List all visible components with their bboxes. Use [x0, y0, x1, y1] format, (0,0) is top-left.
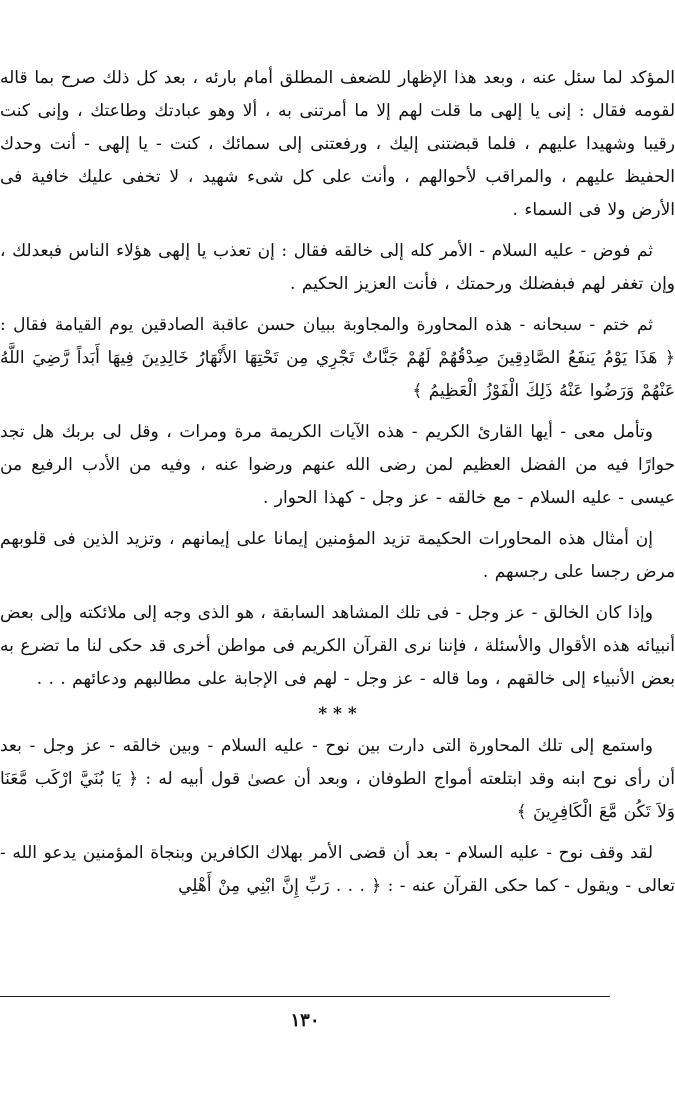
paragraph-3: ثم ختم - سبحانه - هذه المحاورة والمجاوبة ببيان حسن عاقبة الصادقين يوم القيامة فقال : ﴿ هَذَا يَوْمُ يَنفَعُ الصَّادِقِينَ صِدْقُهُمْ لَهُمْ جَنَّاتٌ تَجْرِي مِن تَحْتِهَا الأَنْهَارُ خَالِدِينَ فِيهَا أَبَداً رَّضِيَ اللَّهُ عَنْهُمْ وَرَضُوا عَنْهُ ذَلِكَ الْفَوْزُ الْعَظِيمُ ﴾ [0, 315, 675, 401]
page-number: ١٣٠ [290, 1010, 320, 1031]
page-body [0, 62, 675, 911]
footer-rule [0, 996, 610, 997]
paragraph-5: إن أمثال هذه المحاورات الحكيمة تزيد المؤمنين إيمانا على إيمانهم ، وتزيد الذين فى قلوبهم مرض رجسا على رجسهم . [0, 529, 675, 582]
paragraph-6: وإذا كان الخالق - عز وجل - فى تلك المشاهد السابقة ، هو الذى وجه إلى ملائكته وإلى بعض أنبيائه هذه الأقوال والأسئلة ، فإننا نرى القرآن الكريم فى مواطن أخرى قد حكى لنا ما تضرع به بعض الأنبياء إلى خالقهم ، وما قاله - عز وجل - لهم فى الإجابة على مطالبهم ودعائهم . . . [0, 603, 675, 689]
paragraph-1: المؤكد لما سئل عنه ، وبعد هذا الإظهار للضعف المطلق أمام بارئه ، بعد كل ذلك صرح بما قاله لقومه فقال : إنى يا إلهى ما قلت لهم إلا ما أمرتنى به ، ألا وهو عبادتك وطاعتك ، وإنى كنت رقيبا وشهيدا عليهم ، فلما قبضتنى إليك ، ورفعتنى إلى سمائك ، كنت - يا إلهى - أنت وحدك الحفيظ عليهم ، والمراقب لأحوالهم ، وأنت على كل شىء شهيد ، لا تخفى عليك خافية فى الأرض ولا فى السماء . [0, 68, 675, 220]
paragraph-8: لقد وقف نوح - عليه السلام - بعد أن قضى الأمر بهلاك الكافرين وبنجاة المؤمنين يدعو الله - تعالى - ويقول - كما حكى القرآن عنه - : ﴿ . . . رَبِّ إِنَّ ابْنِي مِنْ أَهْلِي [0, 843, 675, 896]
paragraph-4: وتأمل معى - أيها القارئ الكريم - هذه الآيات الكريمة مرة ومرات ، وقل لى بربك هل تجد حوارًا فيه من الفضل العظيم لمن رضى الله عنهم ورضوا عنه ، وفيه من الأدب الرفيع من عيسى - عليه السلام - مع خالقه - عز وجل - كهذا الحوار . [0, 422, 675, 508]
paragraph-2: ثم فوض - عليه السلام - الأمر كله إلى خالقه فقال : إن تعذب يا إلهى هؤلاء الناس فبعدلك ، وإن تغفر لهم فبفضلك ورحمتك ، فأنت العزيز الحكيم . [0, 241, 675, 294]
section-separator: * * * [318, 704, 357, 724]
paragraph-7: واستمع إلى تلك المحاورة التى دارت بين نوح - عليه السلام - وبين خالقه - عز وجل - بعد أن رأى نوح ابنه وقد ابتلعته أمواج الطوفان ، وبعد أن عصىٰ قول أبيه له : ﴿ يَا بُنَيَّ ارْكَب مَّعَنَا وَلاَ تَكُن مَّعَ الْكَافِرِينَ ﴾ [0, 736, 675, 822]
